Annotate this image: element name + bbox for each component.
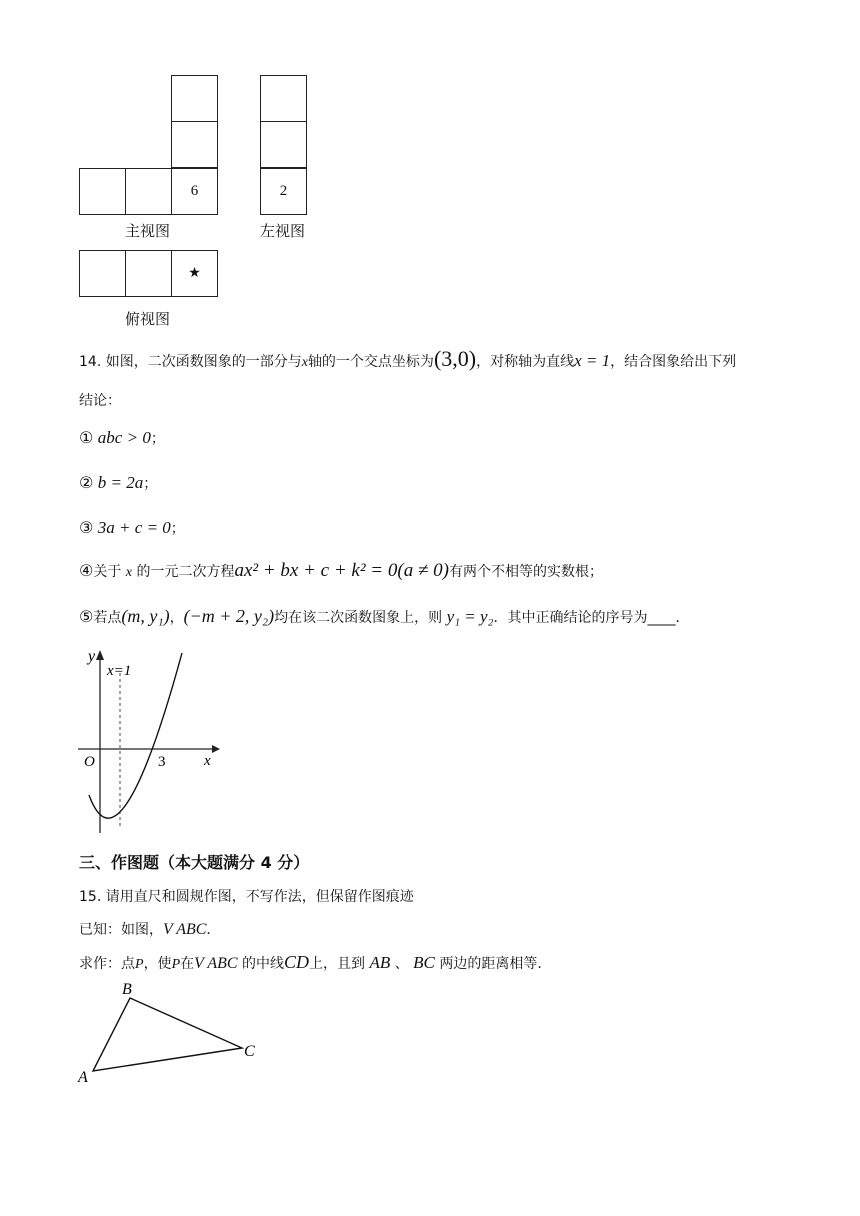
q15-text: 的中线 xyxy=(242,956,284,972)
conclusion-expr: b = 2a xyxy=(97,473,144,492)
conclusion-mark: ① xyxy=(79,428,94,447)
q14-stem-line2: 结论： xyxy=(79,393,121,409)
y-axis-arrow xyxy=(96,650,104,660)
punct: ； xyxy=(150,431,165,447)
q14-conclusion-2 xyxy=(79,473,157,493)
graph-x-label: x xyxy=(204,753,211,769)
q15-text: 求作：点 xyxy=(79,956,135,972)
vertex-c: C xyxy=(244,1043,255,1060)
graph-three: 3 xyxy=(158,754,166,770)
q14-text: 轴的一个交点坐标为 xyxy=(307,354,434,370)
left-view-cell xyxy=(260,75,307,122)
front-view-label: 主视图 xyxy=(125,222,171,240)
triangle-name: V ABC xyxy=(194,955,238,972)
q14-text: 有两个不相等的实数根； xyxy=(448,564,603,580)
point-p: P xyxy=(135,957,144,972)
point-2: (−m + 2, y₂) xyxy=(183,606,275,626)
q14-text: ．其中正确结论的序号为____． xyxy=(493,610,690,626)
point-1: (m, y₁) xyxy=(121,606,170,626)
q14-text: ，结合图象给出下列 xyxy=(610,354,737,370)
q14-text: 关于 xyxy=(93,564,122,580)
q14-number: 14. xyxy=(79,354,102,370)
conclusion-mark: ③ xyxy=(79,518,94,537)
q15-text: ． xyxy=(206,922,221,938)
side-ab: AB xyxy=(369,953,391,972)
conclusion-mark: ② xyxy=(79,473,94,492)
vertex-b: B xyxy=(122,981,132,998)
parabola-graph xyxy=(72,645,232,840)
q15-text: 、 xyxy=(394,956,409,972)
condition: (a ≠ 0) xyxy=(397,560,449,581)
side-bc: BC xyxy=(413,953,435,972)
median-cd: CD xyxy=(284,952,310,972)
q14-stem-line1 xyxy=(79,346,736,372)
triangle-shape xyxy=(93,998,242,1071)
q15-text: 两边的距离相等. xyxy=(439,956,542,972)
q15-text: 上，且到 xyxy=(309,956,366,972)
left-view-number: 2 xyxy=(260,168,307,215)
q15-line1: 15. 请用直尺和圆规作图，不写作法，但保留作图痕迹 xyxy=(79,889,414,905)
conclusion-mark: ⑤ xyxy=(79,607,94,626)
front-view-cell xyxy=(171,75,218,122)
q14-conclusion-4 xyxy=(79,560,603,582)
top-view-cell xyxy=(79,250,126,297)
top-view-star: ★ xyxy=(171,250,218,297)
graph-y-label: y xyxy=(88,648,96,665)
left-view-cell xyxy=(260,121,307,168)
equality: y₁ = y₂ xyxy=(446,607,494,626)
q14-text: 均在该二次函数图象上，则 xyxy=(274,610,443,626)
q14-x-var: x xyxy=(301,355,308,370)
q14-text: ，对称轴为直线 xyxy=(476,354,575,370)
front-view-cell xyxy=(171,121,218,168)
left-view-label: 左视图 xyxy=(260,222,306,240)
vertex-a: A xyxy=(78,1069,88,1086)
section-title: 三、作图题（本大题满分 4 分） xyxy=(79,853,310,872)
conclusion-mark: ④ xyxy=(79,561,94,580)
q14-conclusion-5 xyxy=(79,606,689,627)
top-view-label: 俯视图 xyxy=(125,310,171,328)
punct: ， xyxy=(169,610,184,626)
q15-line3 xyxy=(79,952,542,973)
q14-conclusion-1 xyxy=(79,428,165,448)
q14-point: (3,0) xyxy=(433,346,477,371)
graph-origin: O xyxy=(84,754,95,770)
graph-sym-label: x=1 xyxy=(107,663,132,679)
point-p: P xyxy=(171,957,181,972)
triangle-abc xyxy=(70,978,270,1088)
top-view-cell xyxy=(125,250,172,297)
q14-text: 如图，二次函数图象的一部分与 xyxy=(105,354,302,370)
q14-axis-eq: x = 1 xyxy=(574,351,611,370)
q15-line2 xyxy=(79,919,220,939)
front-view-cell xyxy=(79,168,126,215)
punct: ； xyxy=(170,521,185,537)
q14-text: 的一元二次方程 xyxy=(136,564,235,580)
conclusion-expr: 3a + c = 0 xyxy=(97,518,171,537)
q14-text: 若点 xyxy=(93,610,122,626)
equation: ax² + bx + c + k² = 0 xyxy=(234,560,398,581)
front-view-cell xyxy=(125,168,172,215)
q14-x-var: x xyxy=(125,565,133,580)
parabola-curve xyxy=(89,653,182,818)
q15-text: 已知：如图， xyxy=(79,922,163,938)
triangle-name: V ABC xyxy=(163,921,207,938)
q14-conclusion-3 xyxy=(79,518,185,538)
conclusion-expr: abc > 0 xyxy=(97,428,151,447)
q15-text: 在 xyxy=(180,956,195,972)
punct: ； xyxy=(143,476,158,492)
q15-text: ，使 xyxy=(143,956,172,972)
front-view-number: 6 xyxy=(171,168,218,215)
x-axis-arrow xyxy=(212,745,220,753)
